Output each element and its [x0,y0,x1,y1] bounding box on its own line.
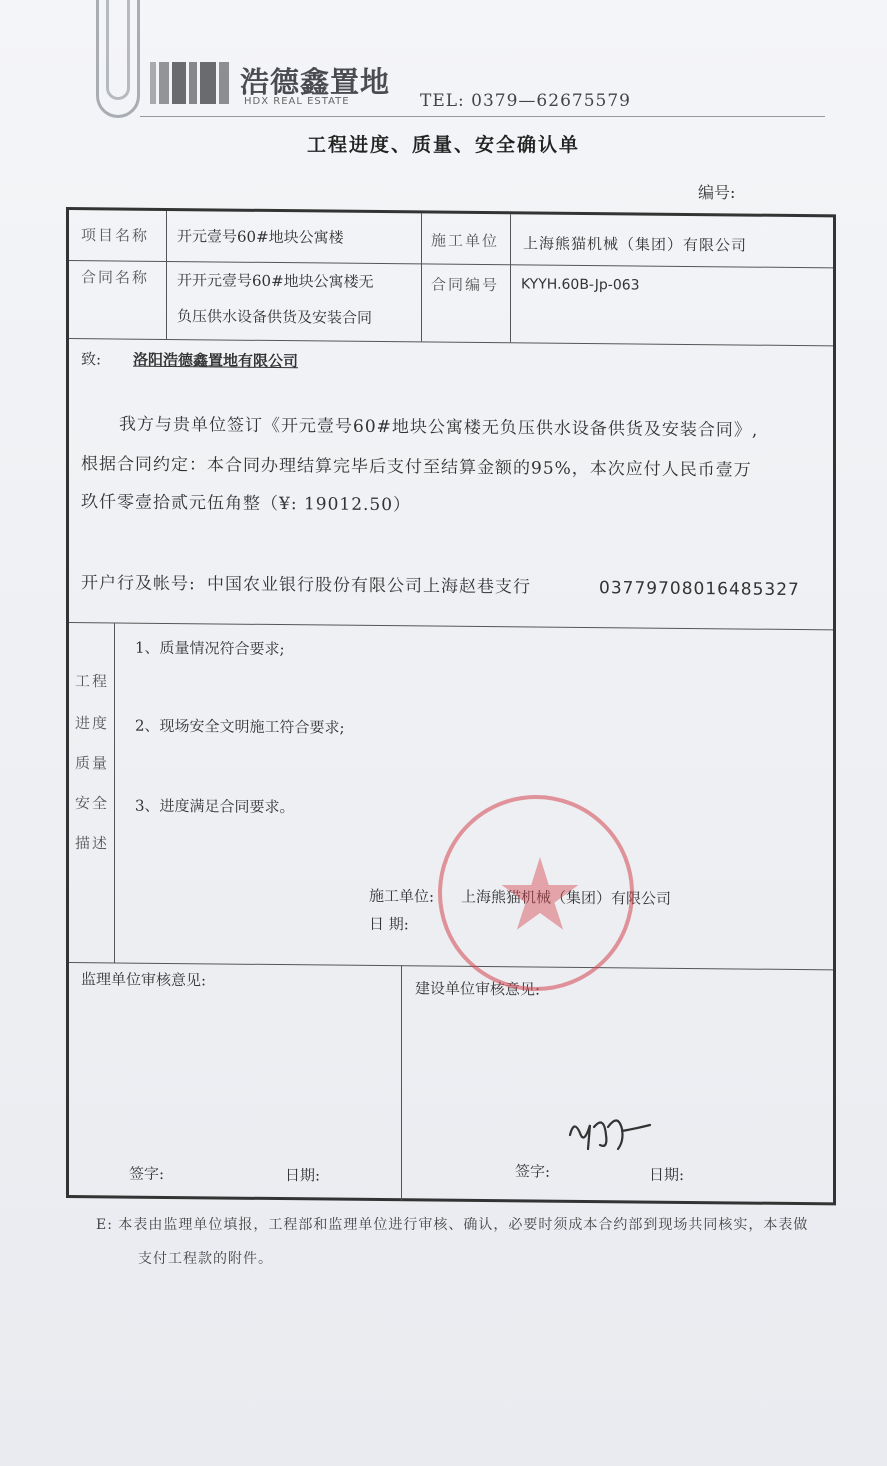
letter-body-line2: 根据合同约定：本合同办理结算完毕后支付至结算金额的95%，本次应付人民币壹万 [81,454,752,481]
supervisor-sign-label: 签字: [129,1164,165,1183]
side-label-2: 进度 [75,714,110,733]
brand-name-en: HDX REAL ESTATE [244,96,350,107]
side-label-3: 质量 [75,754,110,773]
column-divider [401,965,402,1201]
phone-number: TEL: 0379—62675579 [420,91,631,111]
contractor-sign-label: 施工单位: [369,886,435,906]
builder-sign-label: 签字: [515,1162,551,1181]
bank-value: 中国农业银行股份有限公司上海赵巷支行 [207,574,531,598]
brand-name-cn: 浩德鑫置地 [240,65,391,99]
contract-name-line2: 负压供水设备供货及安装合同 [177,307,373,327]
row-divider [69,338,833,346]
row-divider [69,622,833,630]
column-divider [166,211,167,339]
contractor-label: 施工单位 [431,231,500,251]
footnote-line1: E: 本表由监理单位填报，工程部和监理单位进行审核、确认，必要时须成本合约部到现场共同核实，本表做 [96,1217,809,1233]
bank-label: 开户行及帐号: [81,573,196,595]
footnote-line2: 支付工程款的附件。 [138,1251,273,1267]
project-name-label: 项目名称 [81,226,150,245]
account-number: 03779708016485327 [599,578,800,601]
addressee-value: 洛阳浩德鑫置地有限公司 [133,350,299,371]
paper-clip-inner-icon [106,0,130,100]
addressee-label: 致: [81,350,102,369]
company-seal-stamp [438,795,634,991]
contract-number-label: 合同编号 [431,275,500,295]
description-item-2: 2、现场安全文明施工符合要求; [135,716,345,737]
contract-name-label: 合同名称 [81,268,150,287]
contract-name-line1: 开开元壹号60#地块公寓楼无 [177,271,374,291]
builder-review-label: 建设单位审核意见: [415,979,541,999]
description-item-3: 3、进度满足合同要求。 [135,796,295,817]
contractor-date-label: 日 期: [369,914,409,934]
side-label-4: 安全 [75,794,110,813]
builder-date-label: 日期: [649,1165,685,1184]
company-logo-icon [150,62,232,104]
contract-number-value: KYYH.60B-Jp-063 [521,276,640,294]
column-divider [114,622,115,962]
column-divider [510,214,511,342]
contractor-value: 上海熊猫机械（集团）有限公司 [523,234,748,255]
seal-star-icon [500,857,580,937]
column-divider [421,213,422,341]
handwritten-signature [560,1105,660,1165]
letter-body-line3: 玖仟零壹拾贰元伍角整（¥: 19012.50） [81,492,412,516]
side-label-5: 描述 [75,834,110,853]
letter-body-line1: 我方与贵单位签订《开元壹号60#地块公寓楼无负压供水设备供货及安装合同》, [119,414,759,441]
contractor-sign-value: 上海熊猫机械（集团）有限公司 [461,887,672,908]
side-label-1: 工程 [75,672,110,691]
document-number-label: 编号: [698,183,736,202]
description-item-1: 1、质量情况符合要求; [135,638,285,659]
supervisor-review-label: 监理单位审核意见: [81,970,207,990]
confirmation-form-table [66,207,836,1205]
supervisor-date-label: 日期: [285,1166,321,1185]
page-title: 工程进度、质量、安全确认单 [306,134,580,156]
row-divider [69,260,833,268]
header-divider [140,116,825,117]
project-name-value: 开元壹号60#地块公寓楼 [177,227,344,247]
